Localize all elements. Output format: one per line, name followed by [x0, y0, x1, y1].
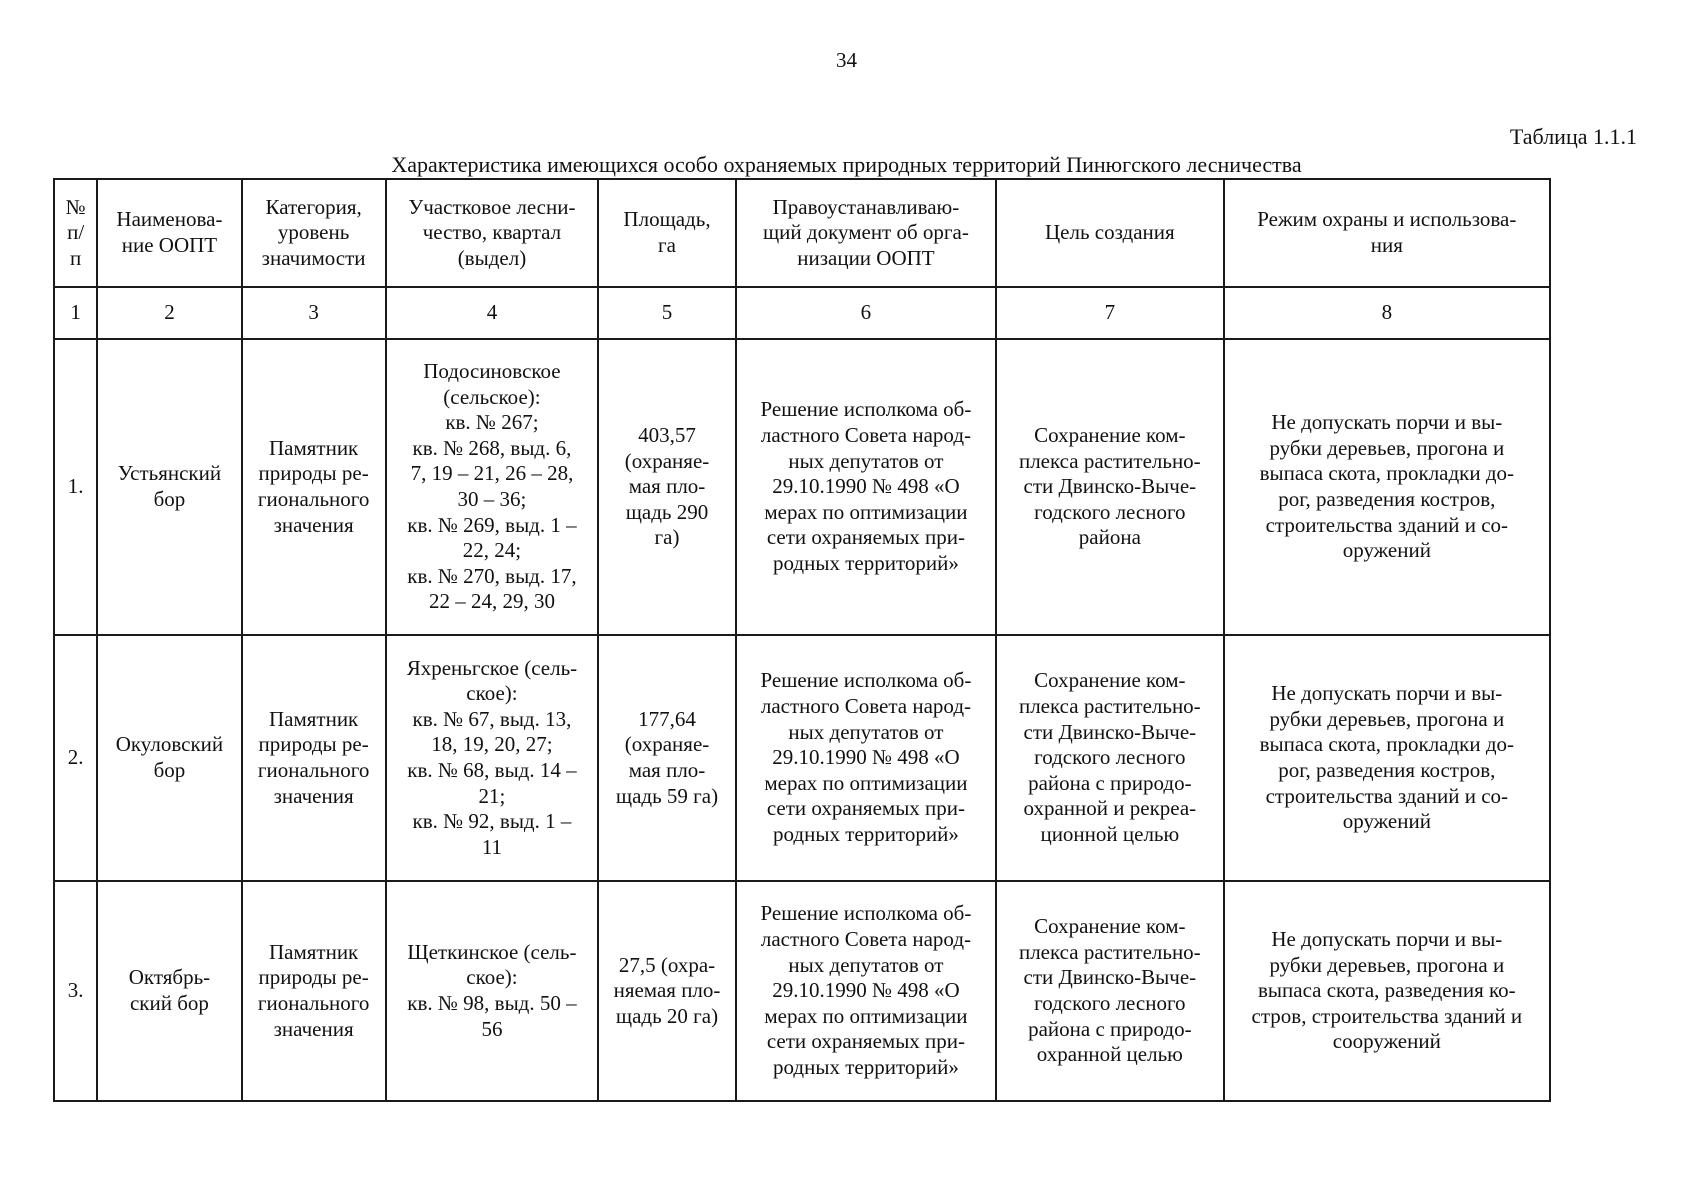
cell-area: 27,5 (охра- няемая пло- щадь 20 га) [598, 881, 736, 1101]
column-number: 2 [97, 287, 241, 339]
column-number: 8 [1224, 287, 1550, 339]
table-row [54, 881, 1550, 1101]
cell-category: Памятник природы ре- гионального значения [242, 635, 386, 881]
cell-regime: Не допускать порчи и вы- рубки деревьев, прогона и выпаса скота, разведения ко- стров, строительства зданий и сооружений [1224, 881, 1550, 1101]
cell-num: 3. [54, 881, 97, 1101]
cell-regime: Не допускать порчи и вы- рубки деревьев, прогона и выпаса скота, прокладки до- рог, разведения костров, строительства зданий и со- оружений [1224, 339, 1550, 635]
cell-category: Памятник природы ре- гионального значения [242, 339, 386, 635]
cell-document: Решение исполкома об- ластного Совета народ- ных депутатов от 29.10.1990 № 498 «О мерах по оптимизации сети охраняемых при- родных территорий» [736, 881, 996, 1101]
cell-area: 177,64 (охраняе- мая пло- щадь 59 га) [598, 635, 736, 881]
cell-regime: Не допускать порчи и вы- рубки деревьев, прогона и выпаса скота, прокладки до- рог, разведения костров, строительства зданий и со- оружений [1224, 635, 1550, 881]
cell-document: Решение исполкома об- ластного Совета народ- ных депутатов от 29.10.1990 № 498 «О мерах по оптимизации сети охраняемых при- родных территорий» [736, 635, 996, 881]
cell-name: Устьянский бор [97, 339, 241, 635]
table-row [54, 635, 1550, 881]
header-row [54, 179, 1550, 287]
header-cell-document: Правоустанавливаю- щий документ об орга- низации ООПТ [736, 179, 996, 287]
protected-areas-table [53, 178, 1551, 1102]
column-number-row [54, 287, 1550, 339]
header-cell-name: Наименова- ние ООПТ [97, 179, 241, 287]
column-number: 3 [242, 287, 386, 339]
column-number: 5 [598, 287, 736, 339]
cell-name: Октябрь- ский бор [97, 881, 241, 1101]
table-label: Таблица 1.1.1 [1509, 124, 1637, 149]
header-cell-purpose: Цель создания [996, 179, 1224, 287]
cell-forestry: Подосиновское (сельское): кв. № 267; кв. № 268, выд. 6, 7, 19 – 21, 26 – 28, 30 – 36; кв. № 269, выд. 1 – 22, 24; кв. № 270, выд. 17, 22 – 24, 29, 30 [386, 339, 598, 635]
cell-num: 2. [54, 635, 97, 881]
cell-area: 403,57 (охраняе- мая пло- щадь 290 га) [598, 339, 736, 635]
table-row [54, 339, 1550, 635]
cell-forestry: Яхреньгское (сель- ское): кв. № 67, выд. 13, 18, 19, 20, 27; кв. № 68, выд. 14 – 21; кв. № 92, выд. 1 – 11 [386, 635, 598, 881]
header-cell-forestry: Участковое лесни- чество, квартал (выдел) [386, 179, 598, 287]
header-cell-num: № п/ п [54, 179, 97, 287]
header-cell-category: Категория, уровень значимости [242, 179, 386, 287]
column-number: 7 [996, 287, 1224, 339]
page-number: 34 [836, 48, 857, 72]
cell-purpose: Сохранение ком- плекса растительно- сти Двинско-Выче- годского лесного района с природо- охранной целью [996, 881, 1224, 1101]
cell-document: Решение исполкома об- ластного Совета народ- ных депутатов от 29.10.1990 № 498 «О мерах по оптимизации сети охраняемых при- родных территорий» [736, 339, 996, 635]
header-cell-area: Площадь, га [598, 179, 736, 287]
cell-purpose: Сохранение ком- плекса растительно- сти Двинско-Выче- годского лесного района с природо- охранной и рекреа- ционной целью [996, 635, 1224, 881]
column-number: 6 [736, 287, 996, 339]
cell-purpose: Сохранение ком- плекса растительно- сти Двинско-Выче- годского лесного района [996, 339, 1224, 635]
header-cell-regime: Режим охраны и использова- ния [1224, 179, 1550, 287]
cell-num: 1. [54, 339, 97, 635]
cell-category: Памятник природы ре- гионального значения [242, 881, 386, 1101]
table-title: Характеристика имеющихся особо охраняемых природных территорий Пинюгского лесничества [391, 152, 1302, 177]
cell-name: Окуловский бор [97, 635, 241, 881]
cell-forestry: Щеткинское (сель- ское): кв. № 98, выд. 50 – 56 [386, 881, 598, 1101]
column-number: 1 [54, 287, 97, 339]
column-number: 4 [386, 287, 598, 339]
